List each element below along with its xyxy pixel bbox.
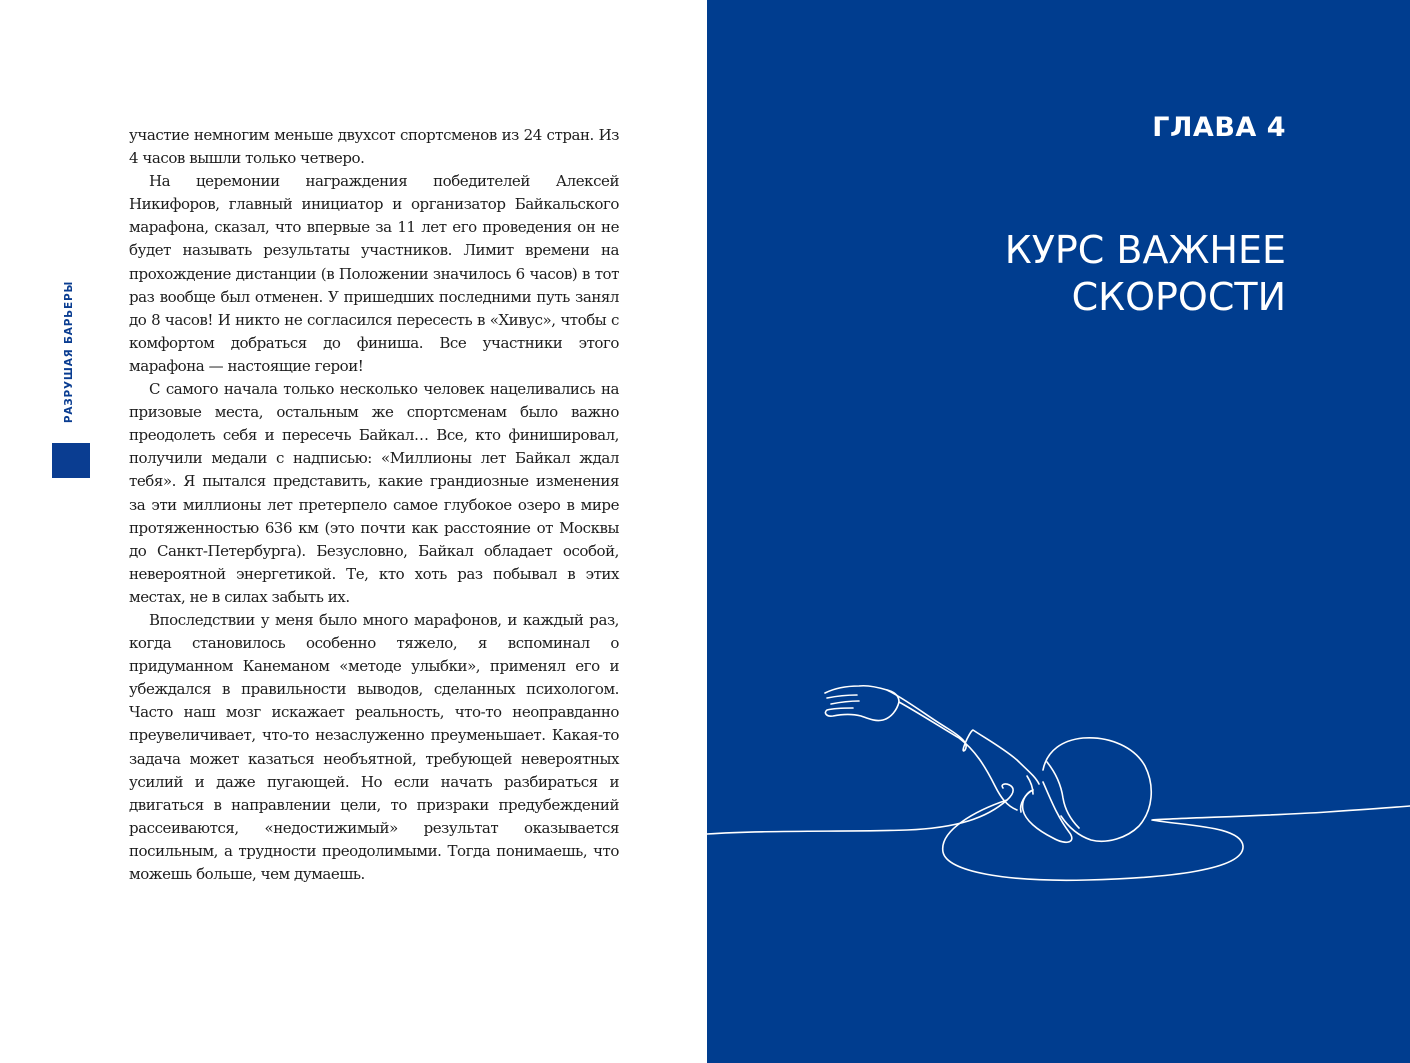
paragraph: Впоследствии у меня было много марафонов, и каждый раз, когда становилось особенно тяжело, я вспоминал о придуманном Канеманом «методе улыбки», применял его и убеждался в правильности выводов, сделанных психологом. Часто наш мозг искажает реальность, что-то неоправданно преувеличивает, что-то незаслуженно преуменьшает. Какая-то задача может казаться необъятной, требующей невероятных усилий и даже пугающей. Но если начать разбираться и двигаться в направлении цели, то призраки предубеждений рассеиваются, «недостижимый» результат оказывается посильным, а трудности преодолимыми. Тогда понимаешь, что можешь больше, чем думаешь. <box>129 610 619 883</box>
swimmer-body <box>899 702 1017 810</box>
paragraph: С самого начала только несколько человек нацеливались на призовые места, остальным же спортсменам было важно преодолеть себя и пересечь Байкал… Все, кто финишировал, получили медали с надписью: «Миллионы лет Байкал ждал тебя». Я пытался представить, какие грандиозные изменения за эти миллионы лет претерпело самое глубокое озеро в мире протяженностью 636 км (это почти как расстояние от Москвы до Санкт-Петербурга). Безусловно, Байкал обладает особой, невероятной энергетикой. Те, кто хоть раз побывал в этих местах, не в силах забыть их. <box>129 380 619 606</box>
chapter-title-line: КУРС ВАЖНЕЕ <box>1004 228 1286 272</box>
swimmer-head <box>1043 738 1151 841</box>
body-text <box>129 124 619 886</box>
chapter-title-line: СКОРОСТИ <box>1071 275 1286 319</box>
water-ripple <box>943 800 1410 880</box>
water-line <box>707 784 1013 834</box>
paragraph: На церемонии награждения победителей Алексей Никифоров, главный инициатор и организатор Байкальского марафона, сказал, что впервые за 11 лет его проведения он не будет называть результаты участников. Лимит времени на прохождение дистанции (в Положении значилось 6 часов) в тот раз вообще был отменен. У пришедших последними путь занял до 8 часов! И никто не согласился пересесть в «Хивус», чтобы с комфортом добраться до финиша. Все участники этого марафона — настоящие герои! <box>129 172 619 375</box>
running-head-text: РАЗРУШАЯ БАРЬЕРЫ <box>63 280 75 424</box>
swimmer-line-art-icon <box>707 660 1410 910</box>
chapter-title <box>766 227 1286 321</box>
swimmer-arm <box>887 690 1039 784</box>
chapter-label: ГЛАВА 4 <box>1152 112 1286 143</box>
right-page <box>707 0 1410 1063</box>
paragraph: участие немногим меньше двухсот спортсменов из 24 стран. Из 4 часов вышли только четверо. <box>129 126 619 168</box>
running-head <box>62 279 76 425</box>
section-marker <box>52 443 90 478</box>
